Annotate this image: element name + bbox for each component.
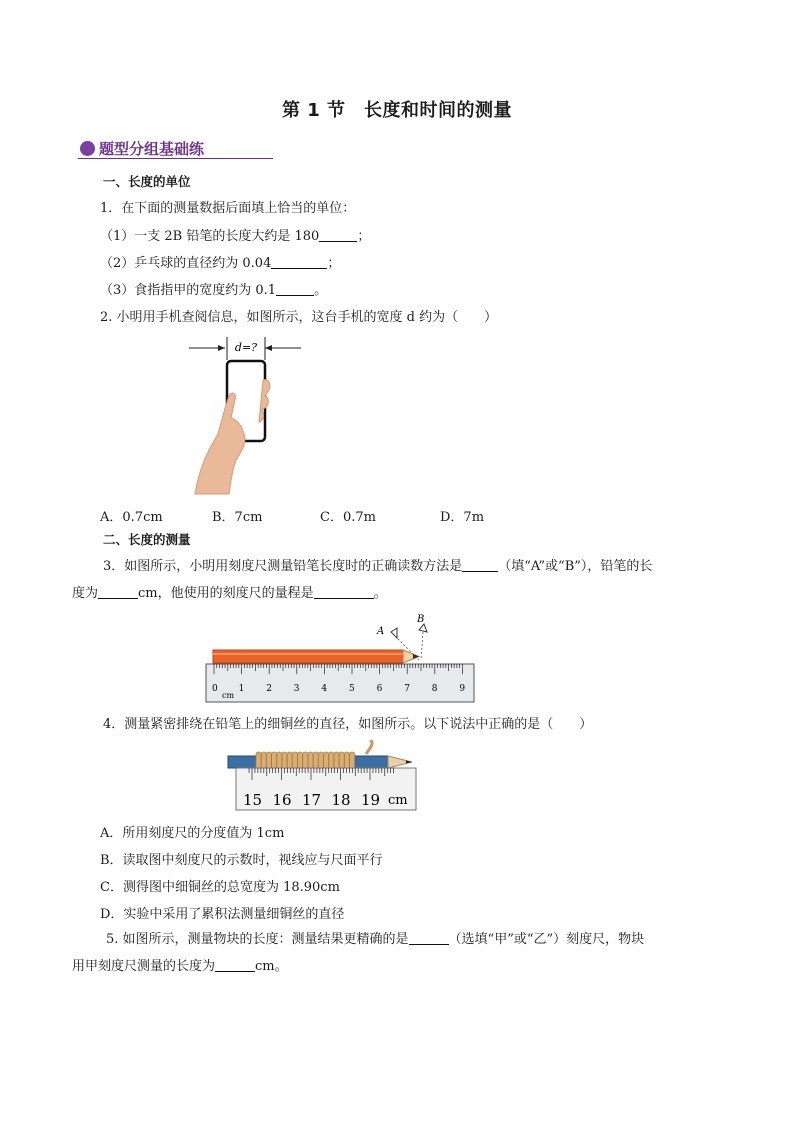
question-3-text-a: 3．如图所示，小明用刻度尺测量铅笔长度时的正确读数方法是 (103, 559, 463, 574)
ruler-tick-label: 8 (431, 684, 438, 694)
question-5-text-a: 5. 如图所示，测量物块的长度：测量结果更精确的是 (106, 932, 409, 947)
question-1c-text: （3）食指指甲的宽度约为 0.1 (100, 283, 277, 298)
answer-blank-3c[interactable] (314, 585, 374, 599)
question-5-text-b: （选填“甲”或“乙”）刻度尺，物块 (448, 932, 645, 947)
subheading-length-measure: 二、长度的测量 (103, 532, 191, 547)
question-5-text-d: cm。 (255, 959, 288, 974)
ruler-tick-label: 9 (459, 684, 466, 694)
question-1b-end: ； (327, 256, 341, 271)
q2-option-d[interactable]: D．7m (440, 510, 485, 525)
question-3-text-c: 度为 (72, 586, 99, 601)
bullet-dot-icon (80, 141, 95, 156)
ruler2-tick-label: 18 (331, 791, 351, 809)
sight-line-b (421, 632, 423, 660)
question-1a (100, 228, 370, 246)
phone-figure (185, 334, 305, 496)
arrowhead-right-icon (265, 345, 272, 351)
arrowhead-left-icon (218, 345, 225, 351)
ruler2-tick-label: 19 (361, 791, 381, 809)
eye-label-a: A (377, 626, 385, 637)
question-3-text-e: 。 (373, 586, 387, 601)
q2-option-c[interactable]: C．0.7m (320, 510, 376, 525)
question-1c-end: 。 (314, 283, 328, 298)
eye-b-icon (419, 624, 427, 632)
question-1a-text: （1）一支 2B 铅笔的长度大约是 180 (100, 229, 320, 244)
eye-a-icon (391, 628, 397, 638)
question-5-line1 (106, 931, 644, 949)
answer-blank-3a[interactable] (462, 558, 498, 572)
ruler-tick-label: 4 (321, 684, 328, 694)
page-title: 第 1 节 长度和时间的测量 (281, 100, 513, 121)
subheading-length-unit: 一、长度的单位 (103, 174, 191, 189)
ruler-tick-label: 7 (404, 684, 410, 694)
answer-blank-3b[interactable] (98, 585, 138, 599)
q4-option-d[interactable]: D．实验中采用了累积法测量细铜丝的直径 (100, 907, 345, 922)
question-5-text-c: 用甲刻度尺测量的长度为 (72, 959, 216, 974)
answer-blank-5b[interactable] (215, 958, 255, 972)
question-3-line1 (103, 558, 652, 576)
ruler-tick-label: 5 (349, 684, 355, 694)
section-title: 题型分组基础练 (99, 140, 205, 158)
ruler-body (206, 664, 474, 702)
q4-option-a[interactable]: A．所用刻度尺的分度值为 1cm (100, 826, 285, 841)
q2-option-b[interactable]: B．7cm (212, 510, 263, 525)
pencil-body (213, 650, 403, 663)
ruler-unit-label: cm (222, 691, 235, 700)
answer-blank-5a[interactable] (409, 931, 449, 945)
question-5-line2 (72, 958, 288, 976)
answer-blank-1a[interactable] (319, 228, 357, 242)
question-1b (100, 255, 340, 273)
answer-blank-1b[interactable] (271, 255, 327, 269)
q4-option-b[interactable]: B．读取图中刻度尺的示数时，视线应与尺面平行 (100, 853, 383, 868)
coil-pencil-figure (226, 740, 422, 814)
question-1b-text: （2）乒乓球的直径约为 0.04 (100, 256, 272, 271)
question-1c (100, 282, 327, 300)
ruler2-unit-label: cm (388, 793, 408, 808)
wire-end (366, 740, 372, 754)
question-1a-end: ； (357, 229, 371, 244)
question-3-text-b: （填“A”或“B”），铅笔的长 (498, 559, 653, 574)
pencil-ruler-figure (205, 610, 477, 706)
eye-label-b: B (417, 614, 425, 625)
ruler2-tick-label: 17 (302, 791, 322, 809)
q4-option-c[interactable]: C．测得图中细铜丝的总宽度为 18.90cm (100, 880, 340, 895)
question-4-stem: 4．测量紧密排绕在铅笔上的细铜丝的直径，如图所示。以下说法中正确的是（ ） (103, 717, 593, 732)
ruler2-tick-label: 16 (272, 791, 292, 809)
section-underline (78, 158, 273, 159)
question-3-text-d: cm，他使用的刻度尺的量程是 (138, 586, 314, 601)
question-3-line2 (72, 585, 387, 603)
answer-blank-1c[interactable] (276, 282, 314, 296)
question-2-stem: 2. 小明用手机查阅信息，如图所示，这台手机的宽度 d 约为（ ） (100, 310, 498, 325)
ruler-tick-label: 0 (212, 684, 218, 694)
ruler-tick-label: 6 (376, 684, 383, 694)
width-label: d=? (234, 341, 258, 354)
ruler-tick-label: 3 (293, 684, 300, 694)
ruler2-tick-label: 15 (243, 791, 263, 809)
question-1-stem: 1．在下面的测量数据后面填上恰当的单位： (100, 201, 356, 216)
ruler-tick-label: 2 (266, 684, 272, 694)
q2-option-a[interactable]: A．0.7cm (100, 510, 163, 525)
ruler-tick-label: 1 (238, 684, 245, 694)
